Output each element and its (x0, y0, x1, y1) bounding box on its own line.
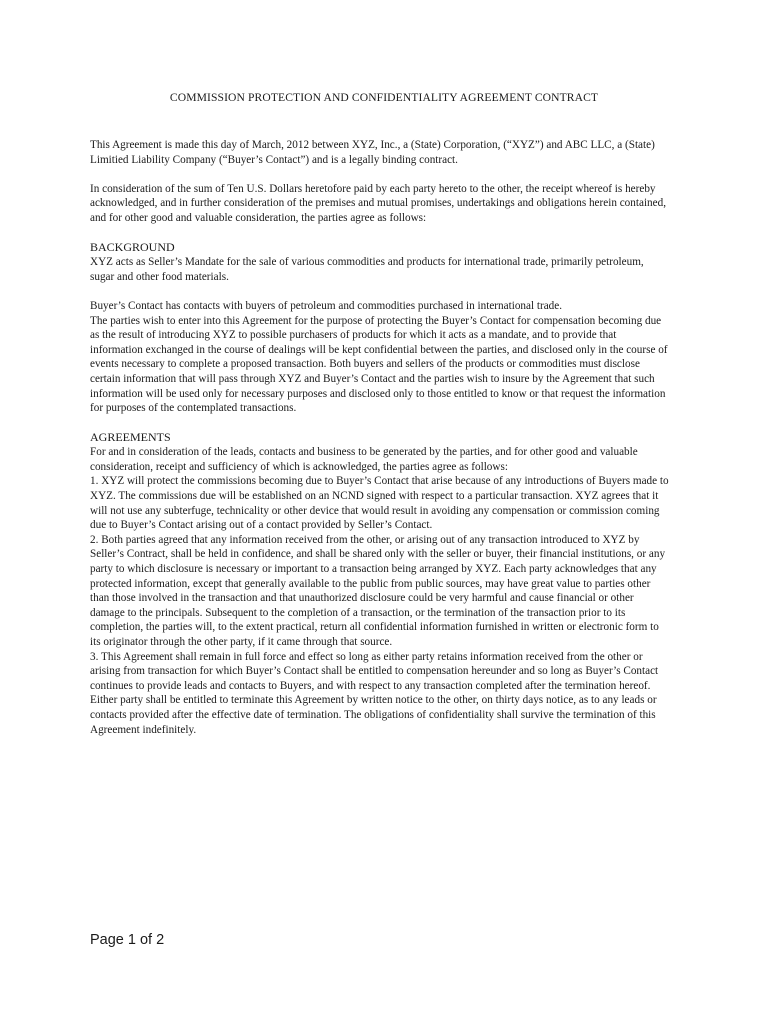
spacer (90, 226, 670, 241)
agreements-intro: For and in consideration of the leads, contacts and business to be generated by the parties, and for other good and valuable consideration, receipt and sufficiency of which is acknowledged, the parties agree as follows: (90, 446, 638, 473)
agreement-item-2: 2. Both parties agreed that any information received from the other, or arising out of any transaction introduced to XYZ by Seller’s Contract, shall be held in confidence, and shall be shared only with the seller or buyer, their financial institutions, or any party to which disclosure is necessary or important to a transaction being arranged by XYZ. Each party acknowledges that any protected information, except that generally available to the public from public sources, may have great value to parties other than those involved in the transaction and that unauthorized disclosure could be very harmful and cause financial or other damage to the principals. Subsequent to the completion of a transaction, or the termination of the transaction prior to its completion, the parties will, to the extent practical, return all confidential information furnished in written or electronic form to its originator through the other party, if it came through that source. (90, 533, 666, 648)
agreement-item-1: 1. XYZ will protect the commissions becoming due to Buyer’s Contact that arise because of any introductions of Buyers made to XYZ. The commissions due will be established on an NCND signed with respect to a particular transaction. XYZ agrees that it will not use any subterfuge, technicality or other device that would result in avoiding any compensation or commission coming due to Buyer’s Contact arising out of a contact provided by Seller’s Contact. (90, 475, 669, 532)
background-paragraph-2: Buyer’s Contact has contacts with buyers of petroleum and commodities purchased in international trade. (90, 299, 563, 312)
background-heading: BACKGROUND (90, 240, 175, 255)
spacer (90, 167, 670, 182)
spacer (90, 416, 670, 431)
agreements-heading: AGREEMENTS (90, 430, 171, 445)
spacer (90, 284, 670, 299)
document-body (90, 138, 670, 737)
background-paragraph-3: The parties wish to enter into this Agreement for the purpose of protecting the Buyer’s Contact for compensation becoming due as the result of introducing XYZ to possible purchasers of products for which it acts as a mandate, and to provide that information exchanged in the course of dealings will be kept confidential between the parties, and disclosed only in the course of events necessary to complete a proposed transaction. Both buyers and sellers of the products or commodities must disclose certain information that will pass through XYZ and Buyer’s Contact and the parties wish to insure by the Agreement that such information will be used only for necessary purposes and disclosed only to those entitled to know or that request the information for purposes of the contemplated transactions. (90, 314, 668, 415)
document-title: COMMISSION PROTECTION AND CONFIDENTIALITY AGREEMENT CONTRACT (169, 91, 599, 104)
intro-paragraph: This Agreement is made this day of March, 2012 between XYZ, Inc., a (State) Corporation, (“XYZ”) and ABC LLC, a (State) Limitied Liability Company (“Buyer’s Contact”) and is a legally binding contract. (90, 139, 655, 166)
background-paragraph-1: XYZ acts as Seller’s Mandate for the sale of various commodities and products for international trade, primarily petroleum, sugar and other food materials. (90, 256, 644, 283)
consideration-paragraph: In consideration of the sum of Ten U.S. Dollars heretofore paid by each party hereto to the other, the receipt whereof is hereby acknowledged, and in further consideration of the premises and mutual promises, undertakings and obligations herein contained, and for other good and valuable consideration, the parties agree as follows: (90, 182, 666, 224)
page-number: Page 1 of 2 (90, 932, 165, 948)
agreement-item-3: 3. This Agreement shall remain in full force and effect so long as either party retains information received from the other or arising from transaction for which Buyer’s Contact shall be entitled to compensation hereunder and so long as Buyer’s Contact continues to provide leads and contacts to Buyers, and with respect to any transaction completed after the termination hereof. Either party shall be entitled to terminate this Agreement by written notice to the other, on thirty days notice, as to any leads or contacts provided after the effective date of termination. The obligations of confidentiality shall survive the termination of this Agreement indefinitely. (90, 650, 659, 736)
